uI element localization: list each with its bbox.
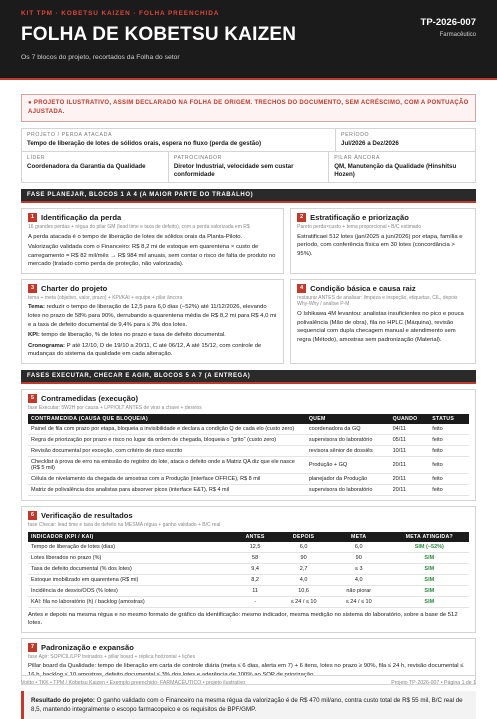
table-cell: Incidência de desvio/OOS (% lotes)	[28, 585, 231, 596]
leader-label: LÍDER	[27, 155, 46, 162]
block-3-schedule	[28, 342, 277, 359]
table-cell: 6,0	[328, 542, 390, 553]
sponsor-value: Diretor Industrial, velocidade sem custar conformidade	[173, 163, 294, 179]
block-3-head	[28, 284, 277, 293]
table-cell: 6,0	[279, 542, 328, 553]
footer-left: Voitto • TKK • TPM / Kobetsu Kaizen • Exemplo preenchido- FARMACÊUTICO • projeto ilustrativo	[21, 680, 246, 686]
col-target: META	[328, 532, 390, 542]
table-cell: revisora sênior de dossiês	[306, 446, 390, 457]
countermeasures-table	[28, 414, 469, 496]
sponsor-cell	[169, 152, 329, 182]
table-cell: não piorar	[328, 585, 390, 596]
table-cell: 90	[279, 552, 328, 563]
table-cell: 4,0	[279, 574, 328, 585]
block-6-note: Antes e depois na mesma régua e no mesmo formato de gráfico da identificação: mesmo indicador, mesma medição no sistema do laboratório, sobre a base de 512 lotes.	[28, 611, 458, 627]
period-cell	[336, 129, 475, 151]
table-cell: ≤ 24 / ≤ 10	[279, 596, 328, 607]
illustrative-notice: ● PROJETO ILUSTRATIVO, ASSIM DECLARADO NA FOLHA DE ORIGEM. TRECHOS DO DOCUMENTO, SEM ACRÉSCIMO, COM A PONTUAÇÃO AJUSTADA.	[21, 94, 476, 122]
col-countermeasure: CONTRAMEDIDA (CAUSA QUE BLOQUEIA)	[28, 414, 306, 424]
block-7-subtitle: fase Agir: SOP/CIL/LPP treinados + pillar board + réplica horizontal + lições	[28, 653, 196, 660]
header-kicker: KIT TPM · KOBETSU KAIZEN · FOLHA PREENCHIDA	[21, 10, 220, 17]
table-cell: supervisora do laboratório	[306, 485, 390, 496]
block-1-loss-identification	[21, 208, 284, 274]
table-cell: -	[231, 596, 280, 607]
block-5-number: 5	[28, 394, 37, 403]
table-cell: ≤ 3	[328, 563, 390, 574]
table-cell: 12,5	[231, 542, 280, 553]
block-4-root-cause	[290, 279, 476, 364]
table-cell: KAI: fila no laboratório (h) / backlog (amostras)	[28, 596, 231, 607]
table-cell: SIM (−52%)	[390, 542, 469, 553]
project-info-table	[21, 128, 476, 183]
table-cell: 90	[328, 552, 390, 563]
table-row	[28, 474, 469, 485]
project-label: PROJETO / PERDA ATACADA	[27, 132, 112, 138]
col-indicator: INDICADOR (KPI / KAI)	[28, 532, 231, 542]
block-3-title: Charter do projeto	[41, 283, 108, 293]
table-cell: feito	[429, 446, 469, 457]
block-1-text-1: A perda atacada é o tempo de liberação de lotes de sólidos orais da Planta-Piloto.	[28, 233, 243, 240]
col-status: STATUS	[429, 414, 469, 424]
block-4-subtitle: restaurar ANTES de analisar: limpeza e inspeção, etiquetas, CIL, depois Why-Why / análise P-M	[297, 294, 458, 308]
block-3-subtitle: tema + meta (objetivo, valor, prazo) + KPI/KAI + equipe + pilar âncora	[28, 294, 183, 301]
table-cell: 11	[231, 585, 280, 596]
block-3-kpi-label: KPI:	[28, 332, 40, 339]
table-cell: SIM	[390, 574, 469, 585]
block-4-title: Condição básica e causa raiz	[310, 283, 416, 293]
page-footer	[21, 675, 476, 686]
block-5-subtitle: fase Executar: 5W2H por causa + LPP/OLT ANTES de virar a chave + desvios	[28, 404, 202, 411]
block-7-number: 7	[28, 643, 37, 652]
block-2-text-1: Estratificaei 512 lotes (jan/2025 a jun/2026) por etapa, família e período, com conferência física em 30 lotes (concordância > 95%).	[297, 233, 463, 257]
table-cell: feito	[429, 485, 469, 496]
project-cell	[22, 129, 336, 151]
block-2-head	[297, 213, 469, 222]
table-cell: 04/11	[390, 424, 430, 435]
col-when: QUANDO	[390, 414, 430, 424]
phase-band-plan: FASE PLANEJAR, BLOCOS 1 A 4 (A MAIOR PARTE DO TRABALHO)	[21, 189, 476, 203]
table-cell: planejador da Produção	[306, 474, 390, 485]
countermeasures-body	[28, 424, 469, 496]
phase-band-do-check-act: FASES EXECUTAR, CHECAR E AGIR, BLOCOS 5 A 7 (A ENTREGA)	[21, 370, 476, 384]
block-2-title: Estratificação e priorização	[310, 213, 409, 223]
block-2-subtitle: Pareto perda×custo + tema proporcional • B/C estimado	[297, 224, 422, 231]
block-2-stratification	[290, 208, 476, 274]
table-cell: 4,0	[328, 574, 390, 585]
period-value: Jul/2026 a Dez/2026	[341, 140, 399, 147]
block-6-number: 6	[28, 511, 37, 520]
block-3-theme-label: Tema:	[28, 304, 45, 311]
block-4-head	[297, 284, 469, 293]
table-cell: Revisão documental por exceção, com critério de risco escrito	[28, 446, 306, 457]
table-cell: supervisora do laboratório	[306, 435, 390, 446]
block-3-charter	[21, 279, 284, 364]
table-row	[28, 542, 469, 553]
leader-value: Coordenadora da Garantia da Qualidade	[27, 163, 146, 171]
table-cell: 20/11	[390, 485, 430, 496]
block-5-head	[28, 394, 469, 403]
block-6-subtitle: fase Checar: lead time e taxa de defeito na MESMA régua + ganho validado + B/C real	[28, 522, 221, 529]
block-4-number: 4	[297, 284, 306, 293]
block-3-theme-text: reduzir o tempo de liberação de 12,5 para 6,0 dias (−52%) até 11/12/2026, elevando lotes no prazo de 58% para 90%, derrubando a quarentena média de R$ 8,2 mi para R$ 4,0 mi e a taxa de defeito documental de 9,4% para ≤ 3% dos lotes.	[28, 304, 277, 328]
table-cell: 05/11	[390, 435, 430, 446]
table-cell: SIM	[390, 585, 469, 596]
table-cell: 20/11	[390, 474, 430, 485]
table-cell: 2,7	[279, 563, 328, 574]
block-1-title: Identificação da perda	[41, 213, 122, 223]
table-cell: Estoque imobilizado em quarentena (R$ mi)	[28, 574, 231, 585]
table-cell: Checklist à prova de erro na emissão do registro do lote, ataca o defeito onde a Matriz QA diz que ele nasce (R$ 5 mil)	[28, 457, 306, 474]
blocks-row-1-2	[21, 208, 476, 274]
block-6-head	[28, 511, 469, 520]
info-row-project	[22, 129, 475, 152]
table-cell: SIM	[390, 552, 469, 563]
block-4-text-1: O Ishikawa 4M levantou: analistas insuficientes no pico e pouca polivalência (Mão de obra), fila no HPLC (Máquina), revisão sequencial com dupla checagem manual e atendimento sem regra (Método), amostras sem padronização (Material).	[297, 310, 464, 343]
table-row	[28, 552, 469, 563]
block-5-countermeasures	[21, 389, 476, 502]
sponsor-label: PATROCINADOR	[173, 155, 223, 162]
results-table	[28, 532, 469, 608]
table-cell: Taxa de defeito documental (% dos lotes)	[28, 563, 231, 574]
project-result	[21, 691, 476, 719]
info-row-people	[22, 152, 475, 182]
leader-cell	[22, 152, 169, 182]
block-3-schedule-label: Cronograma:	[28, 342, 65, 349]
table-cell: SIM	[390, 563, 469, 574]
table-cell: 9,4	[231, 563, 280, 574]
footer-right: Projeto TP-2026-007 • Página 1 de 1	[391, 680, 476, 686]
period-label: PERÍODO	[341, 132, 370, 138]
table-cell: Painel de fila com prazo por etapa, bloqueia a invisibilidade e declara a condição Q de cada elo (custo zero)	[28, 424, 306, 435]
pillar-value: QM, Manutenção da Qualidade (Hinshitsu Hozen)	[334, 163, 457, 179]
table-cell: 10/11	[390, 446, 430, 457]
block-1-subtitle: 16 grandes perdas + régua do pilar GM (lead time e taxa de defeito), com a perda valorizada em R$	[28, 224, 250, 231]
block-7-text-1: Pillar board da Qualidade: tempo de liberação em carta de controle diária (meta ≤ 6 dias, alerta em 7) + 6 itens, lotes no prazo ≥ 90%, fila ≤ 24 h, revisão documental ≤ 16 h, backlog ≤ 10 amostras, defeito documental ≤ 3% dos lotes e aderência de 100% ao SOP de priorização.	[28, 663, 464, 678]
table-row	[28, 424, 469, 435]
blocks-row-3-4	[21, 279, 476, 364]
header-accent-line	[0, 78, 497, 80]
table-cell: Lotes liberados no prazo (%)	[28, 552, 231, 563]
col-after: DEPOIS	[279, 532, 328, 542]
table-cell: Célula de nivelamento da chegada de amostras com a Produção (interface OFFICE), R$ 8 mil	[28, 474, 306, 485]
col-who: QUEM	[306, 414, 390, 424]
table-cell: SIM	[390, 596, 469, 607]
table-row	[28, 485, 469, 496]
table-cell: 8,2	[231, 574, 280, 585]
table-row	[28, 574, 469, 585]
block-6-results-verification	[21, 506, 476, 633]
table-row	[28, 457, 469, 474]
table-cell: feito	[429, 424, 469, 435]
project-result-text: O ganho validado com o Financeiro na mesma régua da valorização é de R$ 470 mil/ano, contra custo total de R$ 55 mil, B/C real de 8,5, mantendo integralmente o escopo farmacopeico e os requisitos de BPF/GMP.	[31, 696, 463, 713]
table-row	[28, 563, 469, 574]
project-value: Tempo de liberação de lotes de sólidos orais, espera no fluxo (perda de gestão)	[27, 140, 262, 147]
table-row	[28, 446, 469, 457]
project-result-label: Resultado do projeto:	[31, 696, 95, 704]
col-before: ANTES	[231, 532, 280, 542]
block-1-head	[28, 213, 277, 222]
table-row	[28, 585, 469, 596]
document-sector: Farmacêutico	[439, 32, 476, 38]
pillar-label: PILAR ÂNCORA	[334, 155, 381, 162]
col-target-met: META ATINGIDA?	[390, 532, 469, 542]
table-cell: 58	[231, 552, 280, 563]
block-5-title: Contramedidas (execução)	[41, 393, 139, 403]
results-body	[28, 542, 469, 608]
page-title: FOLHA DE KOBETSU KAIZEN	[21, 24, 297, 45]
table-cell: Regra de priorização por prazo e risco no lugar da ordem de chegada, bloqueia o "grito" (custo zero)	[28, 435, 306, 446]
block-3-theme	[28, 303, 277, 329]
block-2-number: 2	[297, 213, 306, 222]
table-row	[28, 596, 469, 607]
table-row	[28, 435, 469, 446]
table-cell: Tempo de liberação de lotes (dias)	[28, 542, 231, 553]
block-1-number: 1	[28, 213, 37, 222]
table-cell: feito	[429, 435, 469, 446]
results-header-row	[28, 532, 469, 542]
block-3-schedule-text: P até 12/10, D de 19/10 a 20/11, C até 06/12, A até 15/12, com controle de mudanças do sistema da qualidade em cada alteração.	[28, 342, 262, 358]
countermeasures-header-row	[28, 414, 469, 424]
block-3-kpi	[28, 331, 277, 340]
table-cell: coordenadora da GQ	[306, 424, 390, 435]
block-3-number: 3	[28, 284, 37, 293]
block-7-title: Padronização e expansão	[41, 642, 134, 652]
page-subtitle: Os 7 blocos do projeto, recortados da Folha do setor	[21, 54, 180, 61]
block-7-head	[28, 643, 469, 652]
table-cell: 20/11	[390, 457, 430, 474]
table-cell: 10,6	[279, 585, 328, 596]
pillar-cell	[329, 152, 475, 182]
table-cell: Produção + GQ	[306, 457, 390, 474]
table-cell: ≤ 24 / ≤ 10	[328, 596, 390, 607]
block-6-title: Verificação de resultados	[41, 511, 133, 521]
table-cell: Matriz de polivalência dos analistas para absorver picos (interface E&T), R$ 4 mil	[28, 485, 306, 496]
document-code: TP-2026-007	[420, 17, 476, 28]
block-3-kpi-text: tempo de liberação, % de lotes no prazo e taxa de defeito documental.	[39, 332, 226, 339]
table-cell: feito	[429, 457, 469, 474]
block-1-text-2: Valorização validada com o Financeiro: R$ 8,2 mi de estoque em quarentena × custo de carregamento = R$ 82 mil/mês → R$ 984 mil anuais, sem contar o risco de falta de produto no mercado (tratado como perda de proteção, não valorizada).	[28, 244, 276, 268]
page-header	[0, 0, 497, 80]
table-cell: feito	[429, 474, 469, 485]
